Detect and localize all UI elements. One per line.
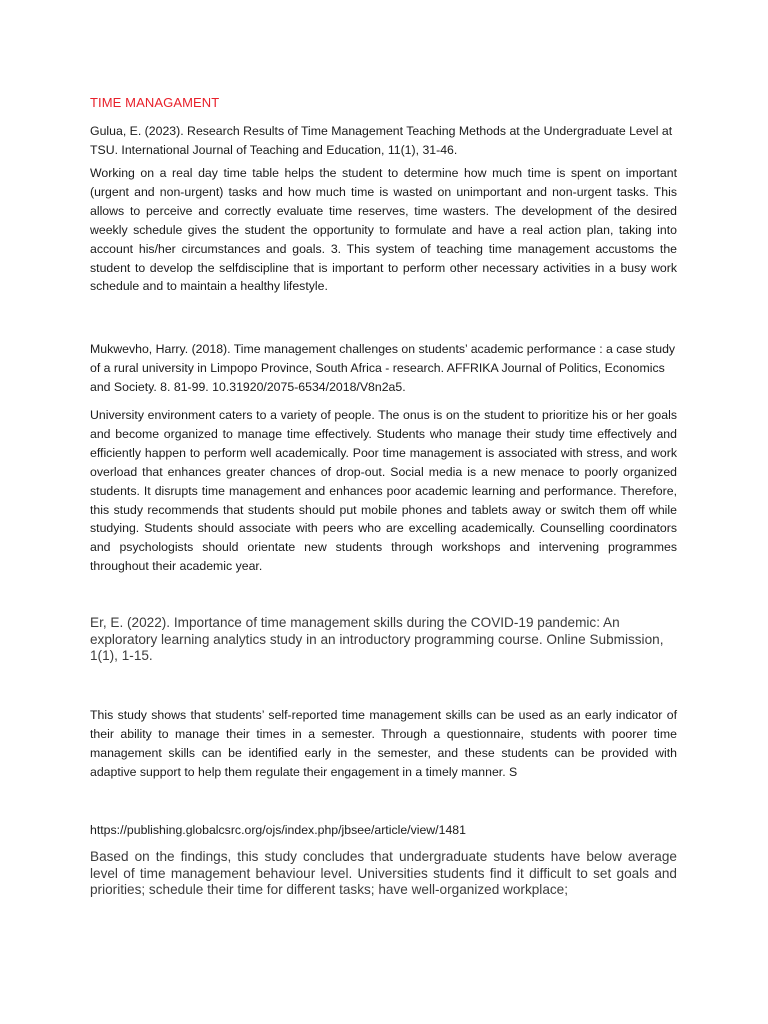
reference-citation-er: Er, E. (2022). Importance of time management skills during the COVID-19 pandemic: An exploratory learning analytics study in an introductory programming course. Online Submission, 1(1), 1-15. <box>90 615 664 663</box>
reference-url: https://publishing.globalcsrc.org/ojs/index.php/jbsee/article/view/1481 <box>90 823 466 837</box>
reference-summary-mukwevho: University environment caters to a variety of people. The onus is on the student to prioritize his or her goals and become organized to manage time effectively. Students who manage their study time effectively and efficiently happen to perform well academically. Poor time management is associated with stress, and work overload that enhances greater chances of drop-out. Social media is a new menace to poorly organized students. It disrupts time management and enhances poor academic learning and performance. Therefore, this study recommends that students should put mobile phones and tablets away or switch them off while studying. Students should associate with peers who are excelling academically. Counselling coordinators and psychologists should orientate new students through workshops and intervening programmes throughout their academic year. <box>90 408 677 574</box>
reference-citation-mukwevho: Mukwevho, Harry. (2018). Time management challenges on students’ academic performance : a case study of a rural university in Limpopo Province, South Africa - research. AFFRIKA Journal of Politics, Economics and Society. 8. 81-99. 10.31920/2075-6534/2018/V8n2a5. <box>90 342 676 394</box>
reference-summary-gulua: Working on a real day time table helps the student to determine how much time is spent on important (urgent and non-urgent) tasks and how much time is wasted on unimportant and non-urgent tasks. This allows to perceive and correctly evaluate time reserves, time wasters. The development of the desired weekly schedule gives the student the opportunity to formulate and have a real action plan, taking into account his/her circumstances and goals. 3. This system of teaching time management accustoms the student to develop the selfdiscipline that is important to perform other necessary activities in a busy work schedule and to maintain a healthy lifestyle. <box>90 166 677 294</box>
reference-citation-gulua: Gulua, E. (2023). Research Results of Time Management Teaching Methods at the Undergraduate Level at TSU. International Journal of Teaching and Education, 11(1), 31-46. <box>90 124 673 157</box>
document-heading: TIME MANAGAMENT <box>90 95 220 110</box>
closing-paragraph: Based on the findings, this study concludes that undergraduate students have below average level of time management behaviour level. Universities students find it difficult to set goals and priorities; schedule their time for different tasks; have well-organized workplace; <box>90 849 677 897</box>
reference-summary-er: This study shows that students’ self-reported time management skills can be used as an early indicator of their ability to manage their times in a semester. Through a questionnaire, students with poorer time management skills can be identified early in the semester, and these students can be provided with adaptive support to help them regulate their engagement in a timely manner. S <box>90 708 677 779</box>
